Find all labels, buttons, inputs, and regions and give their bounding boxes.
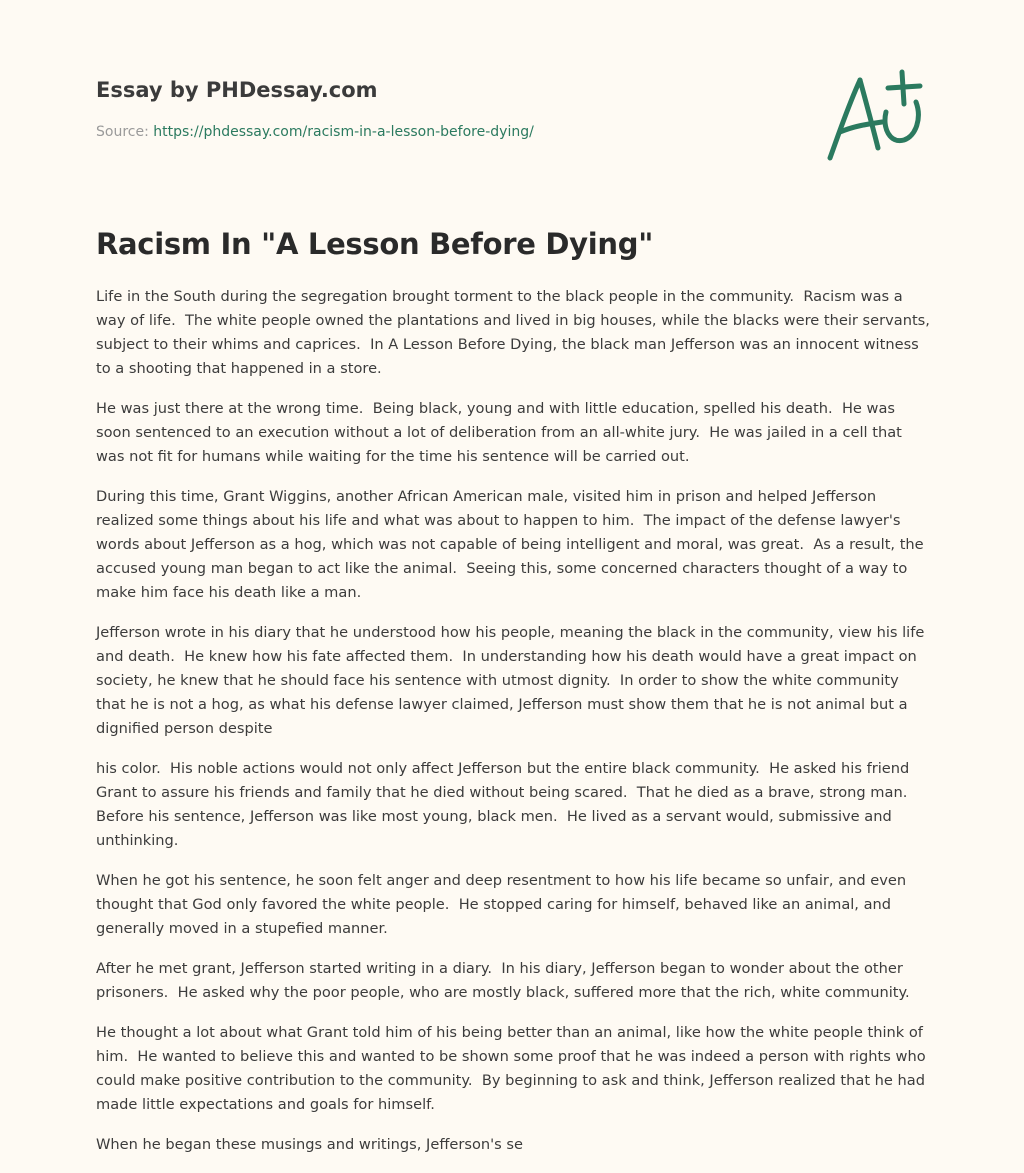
essay-paragraph: He was just there at the wrong time. Being black, young and with little education, spelled his death. He was soon sentenced to an execution without a lot of deliberation from an all-white jury. He was jailed in a cell that was not fit for humans while waiting for the time his sentence will be carried out.	[96, 400, 907, 465]
page-header	[96, 76, 796, 142]
source-line	[96, 122, 796, 142]
essay-paragraph: his color. His noble actions would not only affect Jefferson but the entire black community. He asked his friend Grant to assure his friends and family that he died without being scared. That he died as a brave, strong man. Before his sentence, Jefferson was like most young, black men. He lived as a servant would, submissive and unthinking.	[96, 760, 917, 849]
essay-paragraph: After he met grant, Jefferson started writing in a diary. In his diary, Jefferson began to wonder about the other prisoners. He asked why the poor people, who are mostly black, suffered more that the rich, white community.	[96, 960, 910, 1001]
essay-paragraph: When he began these musings and writings, Jefferson's se	[96, 1136, 523, 1153]
a-plus-logo-icon	[820, 66, 930, 166]
essay-paragraph: Life in the South during the segregation brought torment to the black people in the community. Racism was a way of life. The white people owned the plantations and lived in big houses, while the blacks were their servants, subject to their whims and caprices. In A Lesson Before Dying, the black man Jefferson was an innocent witness to a shooting that happened in a store.	[96, 288, 935, 377]
essay-paragraph: He thought a lot about what Grant told him of his being better than an animal, like how the white people think of him. He wanted to believe this and wanted to be shown some proof that he was indeed a person with rights who could make positive contribution to the community. By beginning to ask and think, Jefferson realized that he had made little expectations and goals for himself.	[96, 1024, 931, 1113]
essay-paragraph: Jefferson wrote in his diary that he understood how his people, meaning the black in the community, view his life and death. He knew how his fate affected them. In understanding how his death would have a great impact on society, he knew that he should face his sentence with utmost dignity. In order to show the white community that he is not a hog, as what his defense lawyer claimed, Jefferson must show them that he is not animal but a dignified person despite	[96, 624, 929, 737]
source-link[interactable]: https://phdessay.com/racism-in-a-lesson-before-dying/	[153, 124, 534, 140]
essay-body	[96, 285, 935, 1173]
essay-paragraph: When he got his sentence, he soon felt anger and deep resentment to how his life became so unfair, and even thought that God only favored the white people. He stopped caring for himself, behaved like an animal, and generally moved in a stupefied manner.	[96, 872, 911, 937]
source-label: Source:	[96, 124, 154, 140]
essay-title: Racism In "A Lesson Before Dying"	[96, 227, 654, 261]
essay-paragraph: During this time, Grant Wiggins, another African American male, visited him in prison and helped Jefferson realized some things about his life and what was about to happen to him. The impact of the defense lawyer's words about Jefferson as a hog, which was not capable of being intelligent and moral, was great. As a result, the accused young man began to act like the animal. Seeing this, some concerned characters thought of a way to make him face his death like a man.	[96, 488, 929, 601]
site-title: Essay by PHDessay.com	[96, 78, 378, 102]
